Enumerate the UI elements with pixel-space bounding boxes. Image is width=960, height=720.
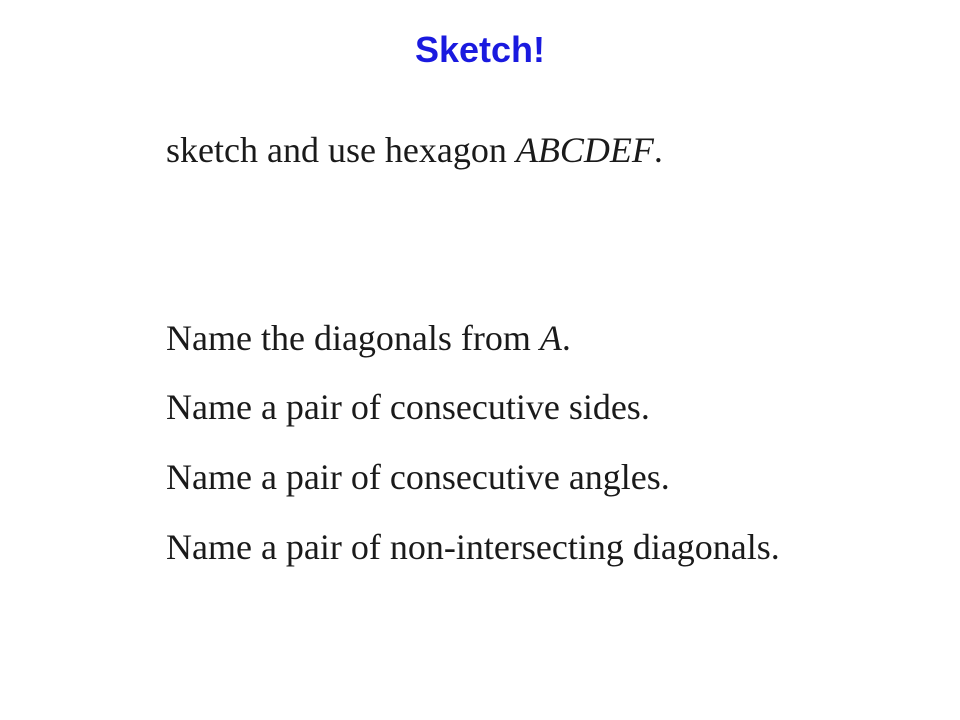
hexagon-name: ABCDEF (515, 130, 654, 170)
intro-period: . (653, 130, 663, 170)
question-period: . (561, 318, 571, 358)
vertex-name: A (539, 318, 562, 358)
question-consecutive-sides: Name a pair of consecutive sides. (166, 387, 650, 427)
question-diagonals-from-a (166, 316, 571, 360)
question-non-intersecting-diagonals: Name a pair of non-intersecting diagonals. (166, 527, 780, 567)
question-consecutive-angles: Name a pair of consecutive angles. (166, 457, 670, 497)
slide-title: Sketch! (414, 29, 546, 70)
intro-text: sketch and use hexagon (166, 130, 516, 170)
question-text: Name the diagonals from (166, 318, 540, 358)
intro-instruction (166, 128, 663, 172)
